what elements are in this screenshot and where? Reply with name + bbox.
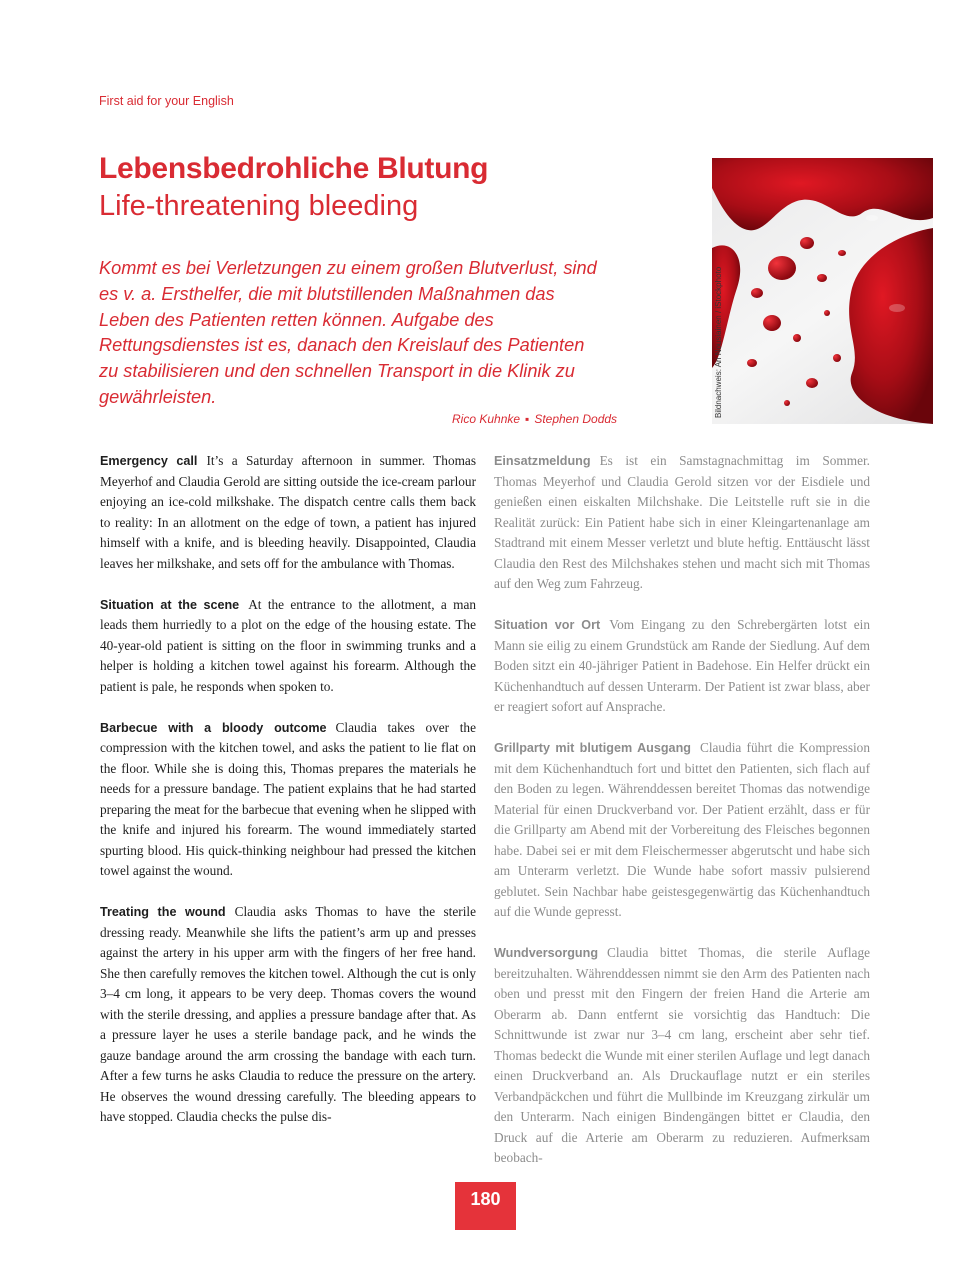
section-paragraph: [494, 615, 870, 718]
section-heading: Treating the wound: [100, 905, 226, 919]
section-text: It’s a Saturday afternoon in summer. Thomas Meyerhof and Claudia Gerold are sitting outside the ice-cream parlour enjoying an ice-cold milkshake. The dispatch centre calls them back to reality: In an allotment on the edge of town, a patient has injured himself with a knife, and is bleeding heavily. Disappointed, Claudia leaves her milkshake, and sets off for the ambulance with Thomas.: [100, 453, 477, 571]
page-number: 180: [455, 1182, 516, 1230]
section-heading: Einsatzmeldung: [494, 454, 591, 468]
section-text: Claudia führt die Kompression mit dem Küchenhandtuch fort und bittet den Patienten, sich flach auf den Boden zu legen. Währenddessen bereitet Thomas das notwendige Material für einen Druckverband vor. Der Patient erzählt, dass er für die Grillparty am Abend mit der Vorbereitung des Fleisches begonnen habe. Dabei sei er mit dem Fleischermesser abgerutscht und habe sich am Unterarm verletzt. Die Wunde habe sofort massiv pulsierend geblutet. Sein Nachbar habe geistesgegenwärtig das Küchenhandtuch auf die Wunde gepresst.: [494, 740, 870, 919]
photo-credit: Bildnachweis: Ari Nousiainen / iStockphoto: [714, 266, 723, 418]
section-heading: Barbecue with a bloody outcome: [100, 720, 327, 735]
section-paragraph: [494, 943, 870, 1169]
section-text: Claudia bittet Thomas, die sterile Auflage bereitzuhalten. Währenddessen nimmt sie den Arm des Patienten nach oben und presst mit den Fingern der freien Hand die Arterie am Oberarm ab. Dann entfernt sie vorsichtig das Handtuch: Die Schnittwunde ist zwar nur 3–4 cm lang, erscheint aber sehr tief. Thomas bedeckt die Wunde mit einer sterilen Auflage und legt danach einen Druckverband an. Als Druckauflage nutzt er ein steriles Verbandpäckchen und führt die Mullbinde im Kreuzgang zirkulär um den Unterarm. Nach einigen Bindengängen bittet er Claudia, den Druck auf die Arterie am Oberarm zu reduzieren. Aufmerksam beobach-: [494, 945, 870, 1165]
section-heading: Emergency call: [100, 454, 198, 468]
section-text: Claudia asks Thomas to have the sterile dressing ready. Meanwhile she lifts the patient’s arm up and presses against the artery in his upper arm with the fingers of her free hand. She then carefully removes the kitchen towel. Although the cut is only 3–4 cm long, it appears to be very deep. Thomas covers the wound with the sterile dressing, and applies a pressure bandage after that. As a pressure layer he uses a sterile bandage pack, and he winds the gauze bandage around the arm crossing the bandage with each turn. After a few turns he asks Claudia to reduce the pressure on the artery. He observes the wound dressing carefully. The bleeding appears to have stopped. Claudia checks the pulse dis-: [100, 904, 476, 1124]
section-text: Claudia takes over the compression with the kitchen towel, and asks the patient to lie flat on the floor. While she is doing this, Thomas prepares the materials he needs for a pressure bandage. The patient explains that he had started preparing the meat for the barbecue that evening when he slipped with the knife and injured his forearm. The wound immediately started spurting blood. His quick-thinking neighbour had pressed the kitchen towel against the wound.: [100, 719, 476, 878]
series-label: First aid for your English: [99, 94, 234, 108]
section-text: At the entrance to the allotment, a man leads them hurriedly to a plot on the edge of the housing estate. The 40-year-old patient is sitting on the floor in swimming trunks and a helper is holding a kitchen towel against his forearm. Although the patient is pale, he responds when spoken to.: [100, 596, 476, 694]
section-paragraph: [494, 451, 870, 595]
title-english: Life-threatening bleeding: [99, 190, 419, 222]
section-paragraph: [100, 595, 476, 698]
section-heading: Situation vor Ort: [494, 618, 601, 632]
section-heading: Grillparty mit blutigem Ausgang: [494, 741, 691, 755]
section-text: Es ist ein Samstagnachmittag im Sommer. Thomas Meyerhof und Claudia Gerold sitzen vor der Eisdiele und genießen einen eiskalten Milchshake. Die Leitstelle ruft sie in die Realität zurück: Ein Patient habe sich in einer Kleingartenanlage am Stadtrand mit einem Messer verletzt und blute heftig. Enttäuscht lässt Claudia den Rest des Milchshakes stehen und macht sich mit Thomas auf den Weg zum Fahrzeug.: [494, 453, 870, 591]
section-paragraph: [100, 451, 476, 574]
blood-photo: [712, 158, 933, 424]
german-column: [494, 451, 870, 1189]
section-paragraph: [100, 902, 476, 1128]
section-text: Vom Eingang zu den Schrebergärten lotst ein Mann sie eilig zu einem Grundstück am Rande der Siedlung. Auf dem Boden sitzt ein 40-jähriger Patient in Badehose. Ein Helfer drückt ein Küchenhandtuch auf dessen Unterarm. Der Patient ist zwar blass, aber er reagiert sofort auf Ansprache.: [494, 617, 870, 714]
blood-splatter-image: [712, 158, 933, 424]
lead-paragraph: Kommt es bei Verletzungen zu einem großen Blutverlust, sind es v. a. Ersthelfer, die mit blutstillenden Maßnahmen das Leben des Patienten retten können. Aufgabe des Rettungsdienstes ist es, danach den Kreislauf des Patienten zu stabilisieren und den schnellen Transport in die Klinik zu gewährleisten.: [99, 258, 597, 407]
english-column: [100, 451, 476, 1148]
author-name: Rico Kuhnke: [452, 412, 521, 426]
separator-dot: ▪: [525, 412, 530, 426]
author-name: Stephen Dodds: [534, 412, 618, 426]
section-paragraph: [494, 738, 870, 923]
section-heading: Wundversorgung: [494, 946, 599, 960]
title-german: Lebensbedrohliche Blutung: [99, 152, 489, 185]
section-heading: Situation at the scene: [100, 597, 240, 612]
authors: [452, 412, 617, 426]
section-paragraph: [100, 718, 476, 882]
